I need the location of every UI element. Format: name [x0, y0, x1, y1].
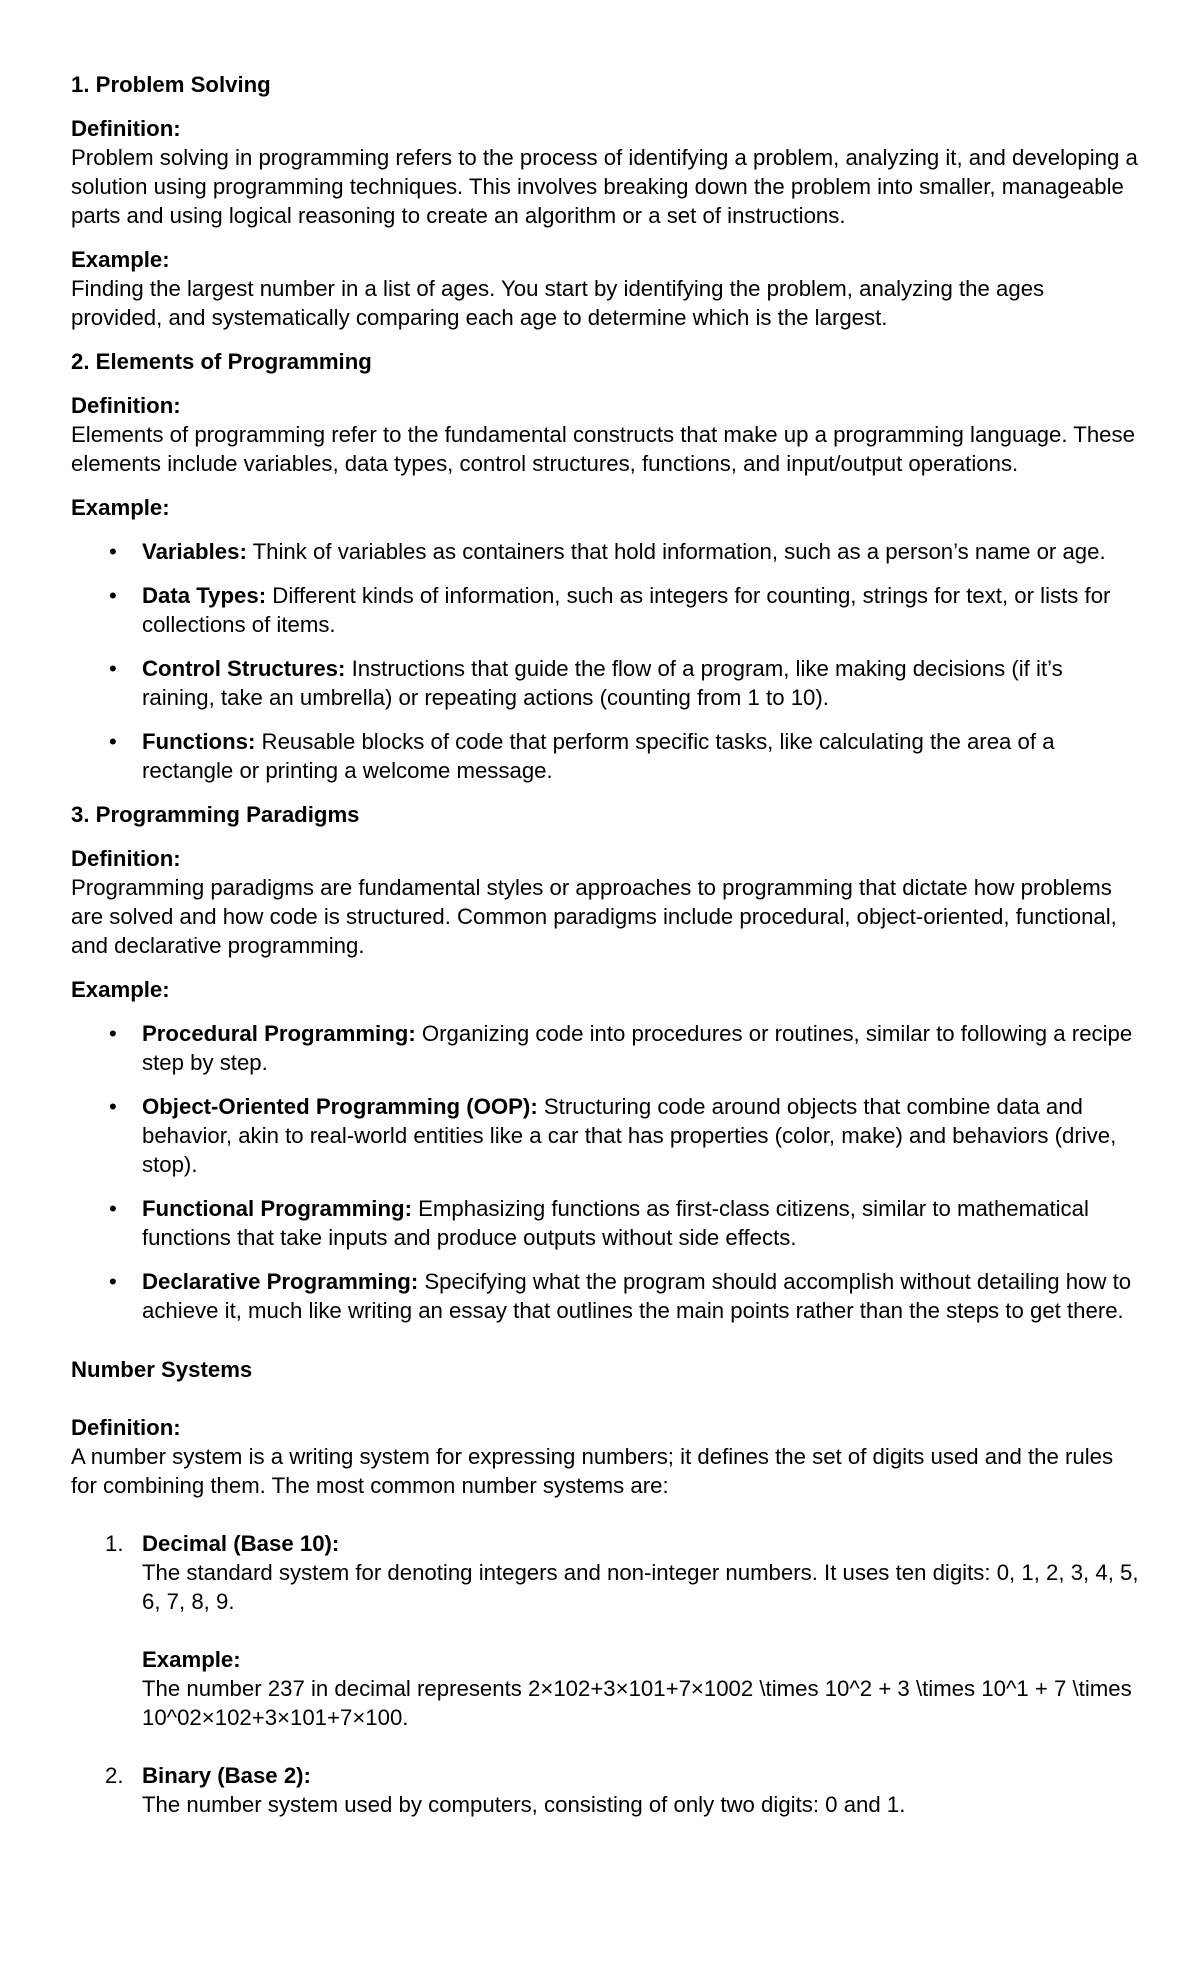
- list-item-text: Organizing code into procedures or routines, similar to following a recipe step by step.: [142, 1021, 1133, 1075]
- example-label: Example:: [142, 1647, 241, 1672]
- number-systems-list: [71, 1529, 1140, 1819]
- list-item: [71, 1194, 1140, 1252]
- paradigms-list: [71, 1019, 1140, 1325]
- list-item-text: Specifying what the program should accomplish without detailing how to achieve it, much like writing an essay that outlines the main points rather than the steps to get there.: [142, 1269, 1132, 1323]
- bullet-icon: •: [109, 656, 117, 681]
- list-item-number: 1.: [105, 1531, 124, 1556]
- elements-list: [71, 537, 1140, 785]
- definition-block: [71, 391, 1140, 478]
- list-item-term: Decimal (Base 10):: [142, 1531, 340, 1556]
- section-title-number-systems: Number Systems: [71, 1357, 253, 1382]
- example-label: Example:: [71, 247, 170, 272]
- list-item: [71, 537, 1140, 566]
- bullet-icon: •: [109, 539, 117, 564]
- definition-text: A number system is a writing system for expressing numbers; it defines the set of digits used and the rules for combining them. The most common number systems are:: [71, 1444, 1114, 1498]
- list-item-term: Binary (Base 2):: [142, 1763, 311, 1788]
- definition-block: [71, 114, 1140, 230]
- bullet-icon: •: [109, 1094, 117, 1119]
- list-item-term: Data Types:: [142, 583, 267, 608]
- list-item-text: Instructions that guide the flow of a program, like making decisions (if it’s raining, take an umbrella) or repeating actions (counting from 1 to 10).: [142, 656, 1063, 710]
- definition-text: Elements of programming refer to the fundamental constructs that make up a programming language. These elements include variables, data types, control structures, functions, and input/output operations.: [71, 422, 1135, 476]
- bullet-icon: •: [109, 583, 117, 608]
- list-item: [71, 727, 1140, 785]
- bullet-icon: •: [109, 1021, 117, 1046]
- example-block: [71, 245, 1140, 332]
- definition-block: [71, 1413, 1140, 1500]
- bullet-icon: •: [109, 1196, 117, 1221]
- section-title-problem-solving: 1. Problem Solving: [71, 72, 271, 97]
- list-item: [71, 1092, 1140, 1179]
- list-item-text: Emphasizing functions as first-class citizens, similar to mathematical functions that take inputs and produce outputs without side effects.: [142, 1196, 1089, 1250]
- section-title-programming-paradigms: 3. Programming Paradigms: [71, 802, 360, 827]
- definition-text: Problem solving in programming refers to the process of identifying a problem, analyzing it, and developing a solution using programming techniques. This involves breaking down the problem into smaller, manageable parts and using logical reasoning to create an algorithm or a set of instructions.: [71, 145, 1138, 228]
- section-title-elements-of-programming: 2. Elements of Programming: [71, 349, 372, 374]
- list-item-term: Functions:: [142, 729, 256, 754]
- list-item-term: Object-Oriented Programming (OOP):: [142, 1094, 538, 1119]
- definition-label: Definition:: [71, 116, 181, 141]
- list-item-term: Variables:: [142, 539, 247, 564]
- example-text: Finding the largest number in a list of ages. You start by identifying the problem, analyzing the ages provided, and systematically comparing each age to determine which is the largest.: [71, 276, 1045, 330]
- list-item-text: The number system used by computers, consisting of only two digits: 0 and 1.: [142, 1792, 906, 1817]
- example-label: Example:: [71, 977, 170, 1002]
- example-text: The number 237 in decimal represents 2×102+3×101+7×1002 \times 10^2 + 3 \times 10^1 + 7 \times 10^02×102+3×101+7×100.: [142, 1676, 1132, 1730]
- list-item: [71, 654, 1140, 712]
- bullet-icon: •: [109, 729, 117, 754]
- example-label: Example:: [71, 495, 170, 520]
- list-item-term: Control Structures:: [142, 656, 346, 681]
- definition-label: Definition:: [71, 1415, 181, 1440]
- list-item-number: 2.: [105, 1763, 124, 1788]
- list-item-text: The standard system for denoting integers and non-integer numbers. It uses ten digits: 0, 1, 2, 3, 4, 5, 6, 7, 8, 9.: [142, 1560, 1139, 1614]
- list-item: [71, 1529, 1140, 1732]
- definition-label: Definition:: [71, 846, 181, 871]
- list-item: [71, 1019, 1140, 1077]
- definition-label: Definition:: [71, 393, 181, 418]
- list-item-term: Functional Programming:: [142, 1196, 412, 1221]
- list-item-term: Procedural Programming:: [142, 1021, 416, 1046]
- definition-text: Programming paradigms are fundamental styles or approaches to programming that dictate how problems are solved and how code is structured. Common paradigms include procedural, object-oriented, functional, and declarative programming.: [71, 875, 1117, 958]
- list-item: [71, 1761, 1140, 1819]
- list-item: [71, 1267, 1140, 1325]
- bullet-icon: •: [109, 1269, 117, 1294]
- list-item-text: Different kinds of information, such as integers for counting, strings for text, or lists for collections of items.: [142, 583, 1111, 637]
- list-item-text: Structuring code around objects that combine data and behavior, akin to real-world entities like a car that has properties (color, make) and behaviors (drive, stop).: [142, 1094, 1117, 1177]
- definition-block: [71, 844, 1140, 960]
- list-item-text: Think of variables as containers that hold information, such as a person’s name or age.: [246, 539, 1106, 564]
- list-item-term: Declarative Programming:: [142, 1269, 419, 1294]
- list-item-text: Reusable blocks of code that perform specific tasks, like calculating the area of a rectangle or printing a welcome message.: [142, 729, 1055, 783]
- list-item: [71, 581, 1140, 639]
